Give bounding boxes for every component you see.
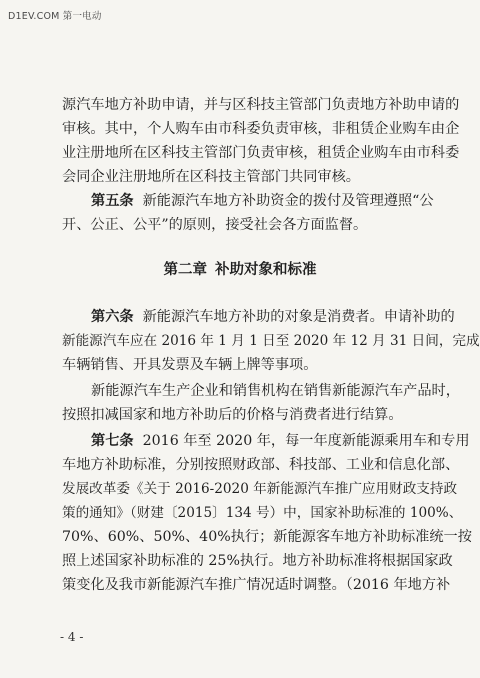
text-line: 新能源汽车生产企业和销售机构在销售新能源汽车产品时， bbox=[91, 383, 460, 399]
article-7-label: 第七条 bbox=[91, 433, 134, 449]
text-line: 开、公正、公平”的原则，接受社会各方面监督。 bbox=[62, 217, 368, 233]
text-line: 新能源汽车应在 2016 年 1 月 1 日至 2020 年 12 月 31 日间，完成 bbox=[62, 333, 480, 349]
article-7-line bbox=[91, 432, 470, 450]
chapter-number: 第二章 bbox=[163, 262, 207, 278]
text-line: 审核。其中，个人购车由市科委负责审核，非租赁企业购车由企 bbox=[62, 121, 460, 137]
text-line: 业注册地所在区科技主管部门负责审核，租赁企业购车由市科委 bbox=[62, 145, 460, 161]
article-7-text: 2016 年至 2020 年，每一年度新能源乘用车和专用 bbox=[142, 433, 470, 449]
text-line: 车辆销售、开具发票及车辆上牌等事项。 bbox=[62, 357, 318, 373]
text-line: 车地方补助标准，分别按照财政部、科技部、工业和信息化部、 bbox=[62, 457, 460, 473]
article-6-label: 第六条 bbox=[91, 309, 134, 325]
text-line: 策变化及我市新能源汽车推广情况适时调整。（2016 年地方补 bbox=[62, 577, 451, 593]
article-5-text: 新能源汽车地方补助资金的拨付及管理遵照“公 bbox=[142, 193, 434, 209]
article-5-line bbox=[91, 192, 434, 210]
text-line: 策的通知》（财建〔2015〕134 号）中，国家补助标准的 100%、 bbox=[62, 505, 463, 521]
article-5-label: 第五条 bbox=[91, 193, 134, 209]
page-number: - 4 - bbox=[60, 630, 84, 644]
article-6-text: 新能源汽车地方补助的对象是消费者。申请补助的 bbox=[142, 309, 455, 325]
chapter-heading bbox=[0, 258, 480, 279]
text-line: 照上述国家补助标准的 25%执行。地方补助标准将根据国家政 bbox=[62, 553, 453, 569]
watermark: D1EV.COM 第一电动 bbox=[8, 11, 102, 22]
text-line: 按照扣减国家和地方补助后的价格与消费者进行结算。 bbox=[62, 407, 403, 423]
article-6-line bbox=[91, 308, 455, 326]
text-line: 发展改革委《关于 2016-2020 年新能源汽车推广应用财政支持政 bbox=[62, 481, 458, 497]
text-line: 会同企业注册地所在区科技主管部门共同审核。 bbox=[62, 169, 360, 185]
text-line: 源汽车地方补助申请，并与区科技主管部门负责地方补助申请的 bbox=[62, 97, 460, 113]
chapter-title: 补助对象和标准 bbox=[215, 262, 317, 278]
text-line: 70%、60%、50%、40%执行；新能源客车地方补助标准统一按 bbox=[62, 529, 472, 545]
